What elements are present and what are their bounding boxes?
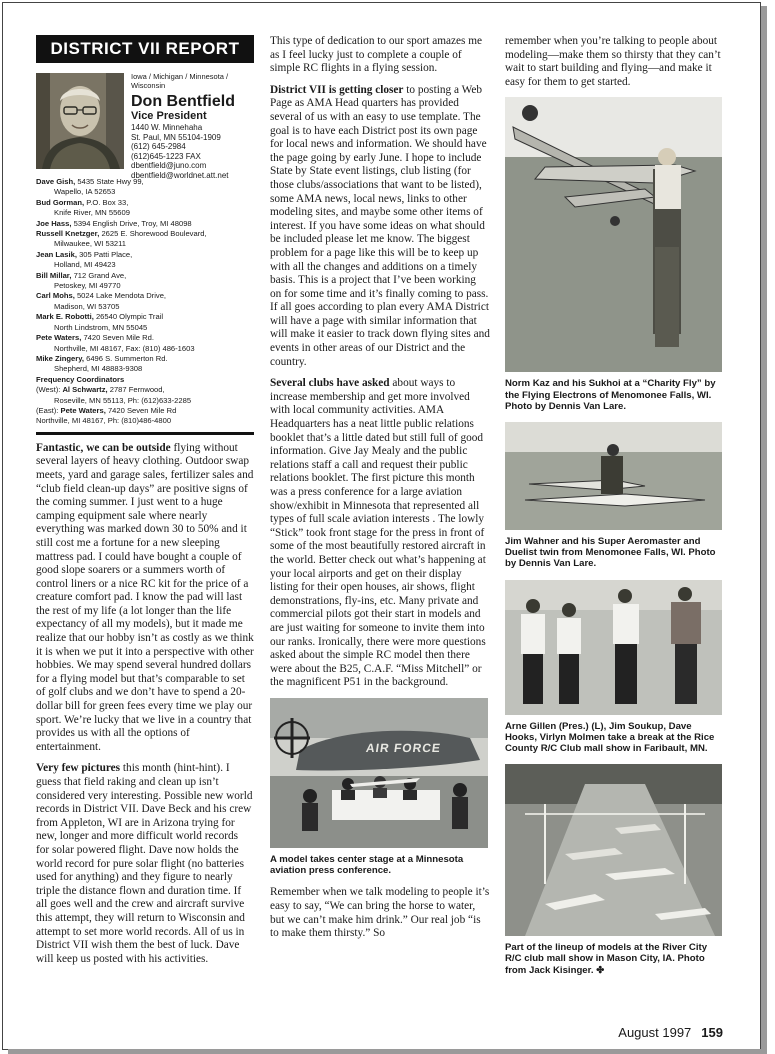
vp-email-alt[interactable]: dbentfield@worldnet.att.net: [131, 170, 229, 180]
paragraph: Remember when we talk modeling to people it’s easy to say, “We can bring the horse to water, but we can’t make him drink.” Our real job “is to make them thirsty.” So: [270, 886, 490, 940]
paragraph-text: this month (hint-hint). I guess that field raking and clean up isn’t considered very interesting. Possible new world records in District VII. Dave Beck and his crew from Appleton, WI are in Arizona trying for new, longer and more difficult world records for solar powered flight. Dave now holds the world record for pure solar flight (no batteries used for anything) and they figure to nearly triple the distance flown and duration time. If all goes well and the crew and aircraft survive this attempt, they will return to Wisconsin and attempt to set more world records. All of us in District VII wish them the best of luck. Dave will keep us posted with his activities.: [36, 762, 253, 965]
contact-line: 2787 Fernwood,: [109, 385, 165, 395]
contact-line: Knife River, MN 55609: [54, 208, 130, 218]
column-middle: [270, 35, 490, 949]
paragraph: [270, 84, 490, 369]
contact-line: 7420 Seven Mile Rd.: [83, 333, 154, 343]
paragraph: remember when you’re talking to people about modeling—make them so thirsty that they can’t wait to start building and flying—and make it easy for them to get started.: [505, 35, 721, 88]
end-mark-icon: ✤: [596, 964, 605, 976]
contact-line: 6496 S. Summerton Rd.: [86, 353, 168, 363]
paragraph-text: flying without several layers of heavy clothing. Outdoor swap meets, yard and garage sales, fertilizer sales and “club field clean-up days” are positive signs of the coming summer. I just went to a huge camping equipment sale where nearly everything was marked down 30 to 50% and it still cost me a fortune for a new sleeping mattress pad. I could have bought a couple of good slope soarers or a summers worth of control liners or a nice RC kit for the price of a creature comfort pad. I know the pad will last the rest of my life (a lot longer than the life expectancy of all my models), but it made me realize that our hobby isn’t as costly as we think it is when we put it into a perspective with other hobbies. We may spend several hundred dollars for a flying model but that’s comparable to set of golf clubs and we don’t have to spend a 20-dollar bill for green fees every time we play our sport. We’re lucky that we live in a country that provides us with all the options of entertainment.: [36, 441, 254, 753]
contact-line: 26540 Olympic Trail: [95, 312, 164, 322]
paragraph-lead: Very few pictures: [36, 762, 121, 775]
vp-phone: (612) 645-2984: [131, 142, 186, 151]
contact-line: 2625 E. Shorewood Boulevard,: [101, 229, 207, 239]
freq-heading-text: Frequency Coordinators: [36, 374, 125, 384]
contact-name: Bill Millar,: [36, 270, 72, 280]
contact-entry: [36, 354, 254, 364]
paragraph: This type of dedication to our sport amazes me as I feel lucky just to complete a couple of simple RC flights in a flying session.: [270, 35, 483, 75]
press-conference-image: [270, 698, 488, 848]
contact-name: Mark E. Robotti,: [36, 312, 94, 322]
contact-name: Russell Knetzger,: [36, 229, 100, 239]
contact-line: 305 Patti Place,: [79, 249, 133, 259]
club-members-image: [505, 580, 722, 715]
contact-line: Roseville, MN 55113, Ph: (612)633-2285: [54, 395, 192, 405]
photo-caption: [505, 942, 723, 976]
paragraph-text: about ways to increase membership and get more involved with local community activities. AMA Headquarters has a neat little public relations booklet that’s a little dated but still full of good information. Give Jay Mealy and the public relations staff a call and request their public relations booklet. The first picture this month was a press conference for a large aviation show/exhibit in Minnesota that represented all types of full scale aviation interests . The lowly “Stick” took front stage for the press in front of some of the most beautifully restored aircraft in the world. Better check out what’s happening at your local airports and get on their display listing for their open houses, air shows, flight demonstrations, fly-ins, etc. Many private and commercial pilots got their start in models and are just waiting for someone to invite them into our ranks. Ironically, there were more questions asked about the simple RC model then there were about the B25, C.A.F. “Miss Mitchell” or the magnificent P51 in the background.: [270, 377, 486, 689]
vp-address-line: 1440 W. Minnehaha: [131, 123, 203, 132]
contact-name: Pete Waters,: [36, 333, 82, 343]
contact-line: Madison, WI 53705: [54, 301, 120, 311]
vp-portrait-photo: [36, 73, 124, 169]
air-force-lettering: AIR FORCE: [365, 740, 442, 755]
page-shadow-bottom: [8, 1049, 767, 1054]
contact-line: 5024 Lake Mendota Drive,: [76, 291, 167, 301]
section-divider: [36, 432, 254, 435]
club-members-photo: [505, 580, 722, 715]
freq-east-label: (East):: [36, 405, 59, 415]
contact-line: 7420 Seven Mile Rd: [107, 405, 177, 415]
paragraph: [36, 762, 254, 966]
page-shadow: [761, 6, 767, 1052]
contact-line: North Lindstrom, MN 55045: [54, 322, 148, 332]
column-right: [505, 35, 723, 986]
contact-entry: [36, 229, 254, 239]
contact-line: P.O. Box 33,: [86, 197, 129, 207]
paragraph: [36, 442, 254, 755]
contact-name: Carl Mohs,: [36, 291, 75, 301]
photo-caption: Jim Wahner and his Super Aeromaster and Duelist twin from Menomonee Falls, WI. Photo by Dennis Van Lare.: [505, 535, 716, 570]
photo-caption: Norm Kaz and his Sukhoi at a “Charity Fly” by the Flying Electrons of Menomonee Falls, WI. Photo by Dennis Van Lare.: [505, 378, 716, 412]
vp-fax: (612)645-1223 FAX: [131, 151, 201, 161]
contact-line: Milwaukee, WI 53211: [54, 239, 127, 249]
page-footer: [618, 1025, 723, 1040]
paragraph-text: to posting a Web Page as AMA Head quarters has provided several of us with an easy to use template. The goal is to have each District post its own page for local news and information. We should have the page going by early June. I hope to include State by State event listings, club listing (for those clubs/associations that want to be listed), some AMA news, local news, links to other modeling sites, and maybe some other items of interest. If you have some ideas on what should be included please let me know. The biggest problem for a page like this will be to keep up with all the changes and additions on a timely basis. This is a project that I’ve been working on for some time and it’s finally coming to pass. If all goes according to plan every AMA District will have a page with similar information that will make it easier to track down flying sites and events in other areas of our District and the country.: [270, 83, 490, 368]
photo-caption: A model takes center stage at a Minnesota aviation press conference.: [270, 853, 464, 877]
contact-line: Holland, MI 49423: [54, 260, 116, 270]
vp-name: Don Bentfield: [131, 93, 235, 110]
press-conference-photo: [270, 698, 488, 848]
contact-name: Pete Waters,: [60, 405, 106, 415]
vp-contact-info: [131, 123, 229, 180]
contact-entry: [36, 271, 254, 281]
issue-date: August 1997: [618, 1025, 692, 1040]
contact-name: Dave Gish,: [36, 177, 76, 186]
contact-entry: [36, 250, 254, 260]
contact-entry: [36, 219, 254, 229]
contact-name: Joe Hass,: [36, 218, 72, 228]
contact-entry: [36, 333, 254, 343]
contacts-list: [36, 177, 254, 427]
aeromaster-photo: [505, 422, 722, 530]
page-number: 159: [701, 1025, 723, 1040]
contact-line: 5394 English Drive, Troy, MI 48098: [73, 218, 192, 228]
portrait-image: [36, 73, 124, 169]
contact-line: Northville, MI 48167, Fax: (810) 486-1603: [54, 343, 195, 353]
section-banner: DISTRICT VII REPORT: [36, 35, 254, 63]
paragraph-lead: District VII is getting closer: [270, 83, 404, 96]
contact-line: Northville, MI 48167, Ph: (810)486-4800: [36, 416, 172, 426]
contact-name: Jean Lasik,: [36, 249, 77, 259]
vp-email[interactable]: dbentfield@juno.com: [131, 161, 207, 170]
freq-west: [36, 385, 254, 395]
caption-text: Part of the lineup of models at the River City R/C club mall show in Mason City, IA. Photo from Jack Kisinger.: [505, 942, 708, 976]
paragraph: [270, 377, 490, 690]
contact-name: Mike Zingery,: [36, 353, 84, 363]
paragraph-lead: Several clubs have asked: [270, 377, 390, 390]
vp-title: Vice President: [131, 110, 207, 122]
paragraph-lead: Fantastic, we can be outside: [36, 441, 171, 454]
contact-entry: [36, 291, 254, 301]
contact-line: Wapello, IA 52653: [54, 187, 116, 197]
sukhoi-photo: [505, 97, 722, 372]
contact-line: 712 Grand Ave,: [73, 270, 127, 280]
aeromaster-image: [505, 422, 722, 530]
column-left-body: [36, 442, 254, 967]
mall-show-image: [505, 764, 722, 936]
contact-line: Shepherd, MI 48883-9308: [54, 364, 143, 374]
contact-line: Petoskey, MI 49770: [54, 281, 121, 291]
district-states: Iowa / Michigan / Minnesota / Wisconsin: [131, 72, 229, 90]
sukhoi-image: [505, 97, 722, 372]
vice-president-block: [36, 69, 254, 180]
freq-heading: [36, 375, 254, 385]
freq-east: [36, 406, 254, 416]
contact-name: Al Schwartz,: [62, 385, 108, 395]
contact-name: Bud Gorman,: [36, 197, 85, 207]
vp-city-line: St. Paul, MN 55104-1909: [131, 132, 221, 142]
mall-show-photo: [505, 764, 722, 936]
photo-caption: Arne Gillen (Pres.) (L), Jim Soukup, Dave Hooks, Virlyn Molmen take a break at the Rice County R/C Club mall show in Faribault, MN.: [505, 720, 715, 754]
column-left: [36, 35, 254, 974]
contact-entry: [36, 312, 254, 322]
freq-west-label: (West):: [36, 385, 61, 395]
contact-line: 5435 State Hwy 99,: [77, 177, 144, 186]
contact-entry: [36, 198, 254, 208]
